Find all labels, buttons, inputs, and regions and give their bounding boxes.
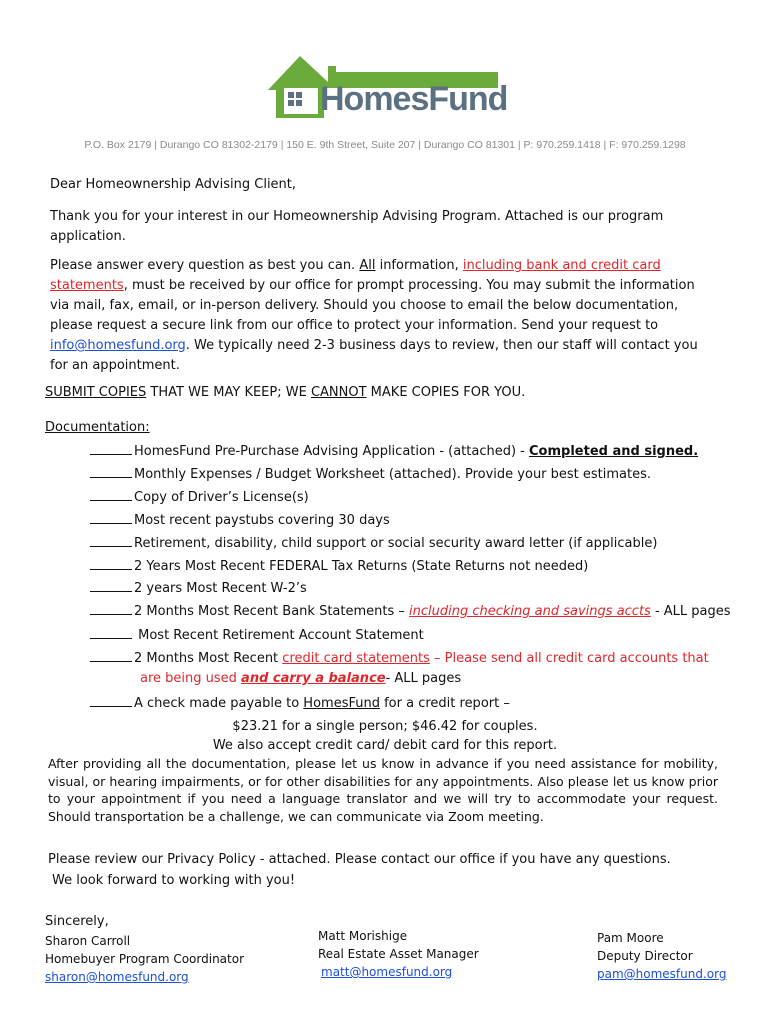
- logo-text: HomesFund: [320, 80, 508, 118]
- checkbox-blank[interactable]: [90, 442, 132, 455]
- documentation-heading: Documentation:: [45, 420, 150, 435]
- submit-copies-notice: SUBMIT COPIES THAT WE MAY KEEP; WE CANNOT MAKE COPIES FOR YOU.: [45, 385, 526, 400]
- card-accepted-line: We also accept credit card/ debit card for this report.: [212, 738, 558, 753]
- checkbox-blank[interactable]: [90, 579, 132, 592]
- greeting: Dear Homeownership Advising Client,: [50, 177, 297, 192]
- checkbox-blank[interactable]: [90, 602, 132, 615]
- doc-item-tax-returns: 2 Years Most Recent FEDERAL Tax Returns (State Returns not needed): [90, 557, 588, 574]
- doc-item-license: Copy of Driver’s License(s): [90, 488, 309, 505]
- doc-item-bank-statements: 2 Months Most Recent Bank Statements – including checking and savings accts - ALL pages: [90, 602, 731, 619]
- privacy-paragraph: Please review our Privacy Policy - attached. Please contact our office if you have any questions.: [48, 852, 671, 867]
- doc-item-application: HomesFund Pre-Purchase Advising Application - (attached) - Completed and signed.: [90, 442, 698, 459]
- sign-off: Sincerely,: [45, 914, 109, 929]
- checkbox-blank[interactable]: [90, 694, 132, 707]
- signer-matt: Matt Morishige Real Estate Asset Manager matt@homesfund.org: [318, 929, 479, 979]
- doc-item-credit-cards-cont: are being used and carry a balance- ALL pages: [140, 671, 462, 686]
- address-line: P.O. Box 2179 | Durango CO 81302-2179 | 150 E. 9th Street, Suite 207 | Durango CO 81301 | P: 970.259.1418 | F: 970.259.1298: [84, 139, 686, 151]
- sharon-email-link[interactable]: sharon@homesfund.org: [45, 970, 189, 984]
- info-email-link[interactable]: info@homesfund.org: [50, 338, 186, 353]
- intro-paragraph: Thank you for your interest in our Homeownership Advising Program. Attached is our program application.: [50, 209, 664, 244]
- closing-remark: We look forward to working with you!: [52, 873, 296, 888]
- bank-statements-highlight: including bank and credit card statements: [50, 258, 661, 293]
- matt-email-link[interactable]: matt@homesfund.org: [321, 965, 453, 979]
- checkbox-blank[interactable]: [90, 626, 132, 639]
- checkbox-blank[interactable]: [90, 534, 132, 547]
- doc-item-award-letter: Retirement, disability, child support or social security award letter (if applicable): [90, 534, 657, 551]
- checkbox-blank[interactable]: [90, 649, 132, 662]
- doc-item-paystubs: Most recent paystubs covering 30 days: [90, 511, 390, 528]
- signer-sharon: Sharon Carroll Homebuyer Program Coordinator sharon@homesfund.org: [45, 934, 245, 984]
- fee-line: $23.21 for a single person; $46.42 for couples.: [232, 719, 538, 734]
- doc-item-credit-cards: 2 Months Most Recent credit card statements – Please send all credit card accounts that: [90, 649, 709, 666]
- checkbox-blank[interactable]: [90, 465, 132, 478]
- doc-item-retirement: Most Recent Retirement Account Statement: [90, 626, 424, 643]
- signer-pam: Pam Moore Deputy Director pam@homesfund.org: [597, 931, 727, 981]
- checkbox-blank[interactable]: [90, 511, 132, 524]
- doc-item-check: A check made payable to HomesFund for a credit report –: [90, 694, 510, 711]
- checkbox-blank[interactable]: [90, 488, 132, 501]
- instructions-paragraph: Please answer every question as best you can. All information, including bank and credit card statements, must be received by our office for prompt processing. You may submit the information via mail, fax, email, or in-person delivery. Should you choose to email the below documentation, please request a secure link from our office to protect your information. Send your request to info@homesfund.org. We typically need 2-3 business days to review, then our staff will contact you for an appointment.: [50, 258, 698, 373]
- accessibility-paragraph: After providing all the documentation, please let us know in advance if you need assistance for mobility, visual, or hearing impairments, or for other disabilities for any appointments. Also please let us know prior to your appointment if you need a language translator and we will try to accommodate your request. Should transportation be a challenge, we can communicate via Zoom meeting.: [48, 756, 718, 824]
- pam-email-link[interactable]: pam@homesfund.org: [597, 967, 727, 981]
- checkbox-blank[interactable]: [90, 557, 132, 570]
- doc-item-budget: Monthly Expenses / Budget Worksheet (attached). Provide your best estimates.: [90, 465, 651, 482]
- doc-item-w2: 2 years Most Recent W-2’s: [90, 579, 307, 596]
